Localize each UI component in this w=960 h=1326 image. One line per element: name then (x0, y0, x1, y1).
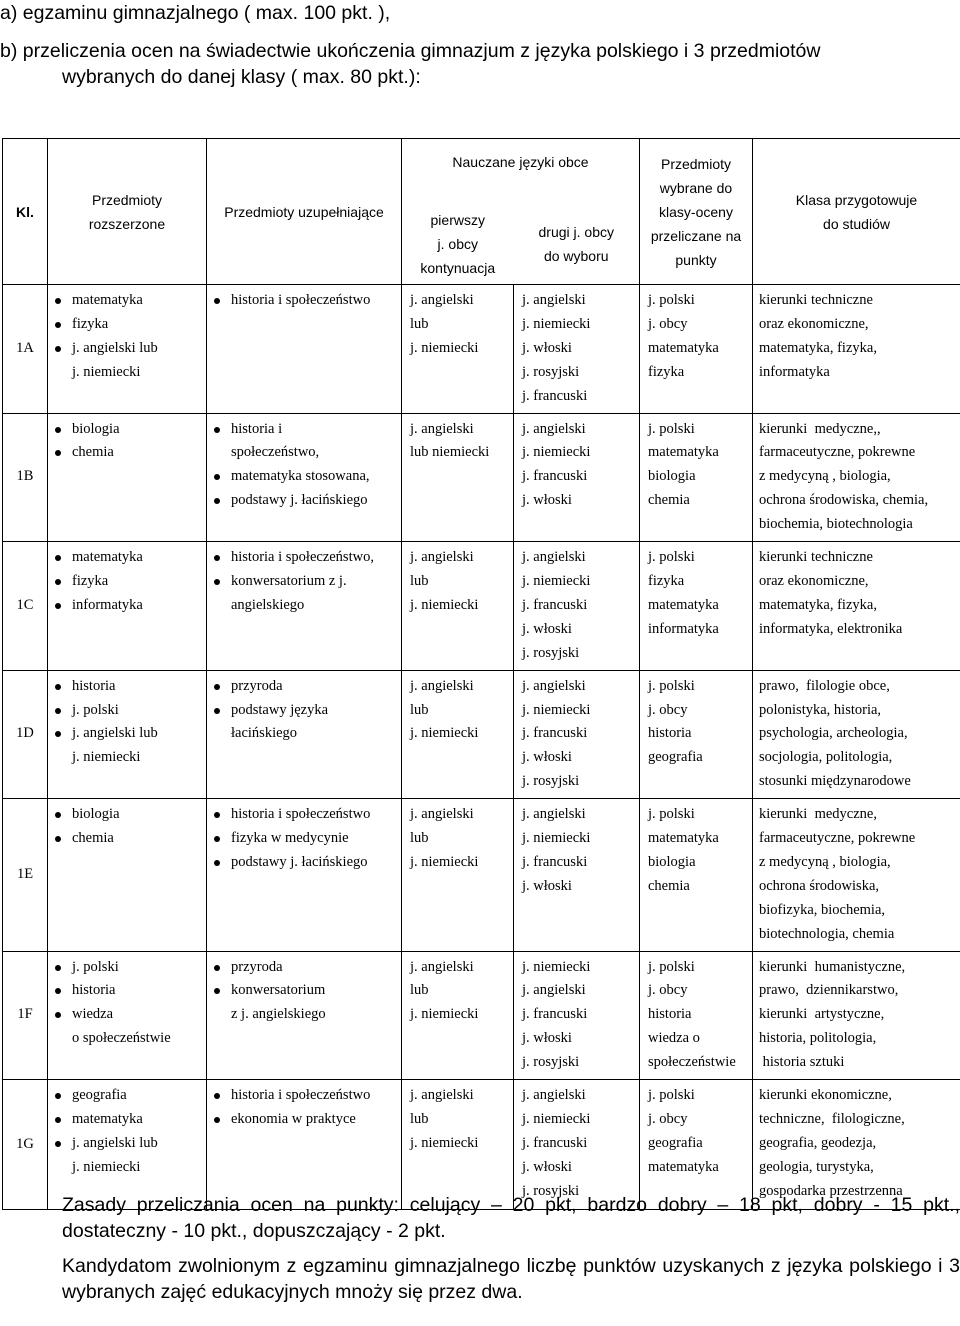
list-item: j. francuski (522, 1006, 588, 1023)
supplementary-subjects (207, 542, 402, 671)
list-item: matematyka (648, 1158, 719, 1175)
list-item: j. niemiecki (410, 1134, 479, 1151)
list-item: j. angielski (410, 958, 474, 975)
list-item: informatyka (48, 594, 206, 618)
list-item: wiedza o (648, 1030, 700, 1047)
list-item: j. rosyjski (522, 363, 580, 380)
list-item: kierunki humanistyczne, (759, 958, 906, 975)
class-code: 1D (3, 670, 48, 799)
list-item: informatyka, elektronika (759, 620, 903, 637)
list-item: matematyka (648, 830, 719, 847)
list-item: fizyka (48, 570, 206, 594)
list-item: społeczeństwie (648, 1054, 736, 1071)
second-language (514, 285, 640, 414)
list-item: fizyka w medycynie (207, 827, 401, 851)
list-item: j. francuski (522, 468, 588, 485)
list-item: biotechnologia, chemia (759, 925, 895, 942)
list-item: prawo, filologie obce, (759, 677, 890, 694)
list-item: przyroda (207, 675, 401, 699)
second-language (514, 799, 640, 951)
list-item: j. angielski (410, 292, 474, 308)
list-item: lub (410, 830, 429, 847)
second-language (514, 542, 640, 671)
list-item: j. niemiecki (522, 572, 591, 589)
study-directions (753, 951, 960, 1080)
list-item: j. włoski (522, 1158, 572, 1175)
list-item: geografia, geodezja, (759, 1134, 877, 1151)
intro-item-b: b) przeliczenia ocen na świadectwie ukończenia gimnazjum z języka polskiego i 3 przedmiotów (0, 40, 821, 62)
list-item: historia i społeczeństwo (207, 803, 401, 827)
class-code: 1F (3, 951, 48, 1080)
list-item: matematyka, fizyka, (759, 339, 877, 356)
table-row (3, 1080, 960, 1210)
supplementary-subjects (207, 285, 402, 414)
notes-exempt: Kandydatom zwolnionym z egzaminu gimnazjalnego liczbę punktów uzyskanych z języka polskiego i 3 wybranych zajęć edukacyjnych mnoży się przez dwa. (62, 1255, 960, 1303)
second-language (514, 951, 640, 1080)
list-item: j. niemiecki (410, 725, 479, 742)
list-item: j. włoski (522, 749, 572, 766)
list-item: wiedza o społeczeństwie (48, 1003, 206, 1051)
list-item: j. niemiecki (522, 1111, 591, 1127)
first-language (402, 799, 514, 951)
list-item: ekonomia w praktyce (207, 1108, 401, 1132)
list-item: j. rosyjski (522, 1054, 580, 1071)
list-item: j. polski (48, 699, 206, 723)
list-item: biofizyka, biochemia, (759, 901, 886, 918)
extended-subjects (48, 799, 207, 951)
second-language (514, 670, 640, 799)
list-item: j. niemiecki (522, 830, 591, 847)
list-item: j. angielski (522, 420, 586, 437)
list-item: j. francuski (522, 387, 588, 404)
list-item: j. polski (48, 956, 206, 980)
list-item: podstawy języka łacińskiego (207, 699, 401, 747)
scored-subjects (640, 799, 753, 951)
list-item: historia sztuki (759, 1054, 845, 1071)
list-item: informatyka (648, 620, 719, 637)
list-item: j. włoski (522, 1030, 572, 1047)
list-item: j. francuski (522, 853, 588, 870)
list-item: j. włoski (522, 620, 572, 637)
list-item: j. obcy (648, 1111, 688, 1127)
list-item: lub (410, 982, 429, 999)
list-item: biologia (48, 418, 206, 442)
header-kl: Kl. (3, 139, 48, 285)
list-item: j. włoski (522, 877, 572, 894)
list-item: historia (48, 675, 206, 699)
table-row (3, 951, 960, 1080)
list-item: kierunki techniczne (759, 292, 873, 308)
second-language (514, 413, 640, 542)
header-rozszerzone: Przedmioty rozszerzone (48, 139, 207, 285)
extended-subjects (48, 1080, 207, 1210)
list-item: biochemia, biotechnologia (759, 516, 913, 533)
scored-subjects (640, 951, 753, 1080)
list-item: oraz ekonomiczne, (759, 315, 869, 332)
extended-subjects (48, 542, 207, 671)
list-item: j. niemiecki (522, 701, 591, 718)
list-item: j. angielski (522, 1087, 586, 1104)
scored-subjects (640, 670, 753, 799)
list-item: matematyka (648, 444, 719, 461)
table-row (3, 285, 960, 414)
second-language (514, 1080, 640, 1210)
intro-item-a: a) egzaminu gimnazjalnego ( max. 100 pkt. ), (0, 2, 391, 24)
list-item: informatyka (759, 363, 830, 380)
list-item: j. niemiecki (410, 339, 479, 356)
list-item: j. polski (648, 1087, 695, 1104)
scored-subjects (640, 1080, 753, 1210)
list-item: biologia (648, 468, 696, 485)
header-klasa: Klasa przygotowuje do studiów (753, 139, 960, 285)
list-item: lub (410, 315, 429, 332)
list-item: przyroda (207, 956, 401, 980)
supplementary-subjects (207, 1080, 402, 1210)
list-item: prawo, dziennikarstwo, (759, 982, 899, 999)
list-item: historia (48, 979, 206, 1003)
first-language (402, 670, 514, 799)
list-item: j. angielski (522, 806, 586, 823)
list-item: j. polski (648, 958, 695, 975)
list-item: j. rosyjski (522, 1182, 580, 1199)
list-item: fizyka (648, 363, 685, 380)
table-row (3, 413, 960, 542)
study-directions (753, 285, 960, 414)
header-uzupelniajace: Przedmioty uzupełniające (207, 139, 402, 285)
list-item: lub (410, 701, 429, 718)
header-drugi: drugi j. obcy do wyboru (514, 185, 640, 285)
scored-subjects (640, 285, 753, 414)
intro-item-b-continued: wybranych do danej klasy ( max. 80 pkt.): (62, 66, 421, 88)
list-item: z medycyną , biologia, (759, 853, 891, 870)
list-item: j. niemiecki (410, 596, 479, 613)
class-code: 1C (3, 542, 48, 671)
list-item: lub (410, 572, 429, 589)
list-item: j. angielski (522, 982, 586, 999)
study-directions (753, 1080, 960, 1210)
study-directions (753, 670, 960, 799)
list-item: matematyka (648, 596, 719, 613)
list-item: j. polski (648, 549, 695, 566)
list-item: historia i społeczeństwo, (207, 546, 401, 570)
list-item: historia i społeczeństwo (207, 1084, 401, 1108)
list-item: j. francuski (522, 725, 588, 742)
list-item: j. włoski (522, 339, 572, 356)
list-item: j. angielski (410, 677, 474, 694)
list-item: farmaceutyczne, pokrewne (759, 830, 916, 847)
list-item: kierunki techniczne (759, 549, 873, 566)
list-item: matematyka (48, 546, 206, 570)
list-item: kierunki artystyczne, (759, 1006, 885, 1023)
list-item: geografia (648, 1134, 703, 1151)
list-item: lub niemiecki (410, 444, 490, 461)
header-jezyki: Nauczane języki obce (402, 139, 640, 185)
list-item: biologia (48, 803, 206, 827)
list-item: j. polski (648, 677, 695, 694)
list-item: j. polski (648, 420, 695, 437)
list-item: j. angielski lub j. niemiecki (48, 1132, 206, 1180)
supplementary-subjects (207, 413, 402, 542)
list-item: psychologia, archeologia, (759, 725, 908, 742)
list-item: j. francuski (522, 596, 588, 613)
list-item: stosunki międzynarodowe (759, 773, 911, 790)
supplementary-subjects (207, 799, 402, 951)
extended-subjects (48, 413, 207, 542)
table-row (3, 799, 960, 951)
list-item: j. angielski lub j. niemiecki (48, 722, 206, 770)
extended-subjects (48, 670, 207, 799)
list-item: j. angielski (410, 806, 474, 823)
list-item: j. angielski (410, 549, 474, 566)
list-item: polonistyka, historia, (759, 701, 882, 718)
list-item: j. niemiecki (410, 1006, 479, 1023)
list-item: ochrona środowiska, chemia, (759, 492, 929, 509)
list-item: j. polski (648, 292, 695, 308)
list-item: historia i społeczeństwo (207, 289, 401, 313)
list-item: techniczne, filologiczne, (759, 1111, 905, 1127)
list-item: kierunki medyczne, (759, 806, 877, 823)
list-item: biologia (648, 853, 696, 870)
list-item: socjologia, politologia, (759, 749, 893, 766)
list-item: j. obcy (648, 701, 688, 718)
list-item: j. niemiecki (522, 958, 591, 975)
list-item: chemia (48, 827, 206, 851)
list-item: matematyka stosowana, (207, 465, 401, 489)
list-item: matematyka, fizyka, (759, 596, 877, 613)
list-item: matematyka (48, 289, 206, 313)
extended-subjects (48, 285, 207, 414)
list-item: j. włoski (522, 492, 572, 509)
list-item: j. polski (648, 806, 695, 823)
notes (62, 1193, 960, 1305)
list-item: j. rosyjski (522, 773, 580, 790)
list-item: j. angielski (522, 292, 586, 308)
list-item: matematyka (48, 1108, 206, 1132)
list-item: farmaceutyczne, pokrewne (759, 444, 916, 461)
list-item: chemia (648, 877, 690, 894)
list-item: j. niemiecki (522, 315, 591, 332)
notes-scoring: Zasady przeliczania ocen na punkty: celujący – 20 pkt, bardzo dobry – 18 pkt, dobry - 15 pkt., dostateczny - 10 pkt., dopuszczający - 2 pkt. (62, 1194, 960, 1242)
study-directions (753, 799, 960, 951)
list-item: historia, politologia, (759, 1030, 877, 1047)
list-item: kierunki ekonomiczne, (759, 1087, 892, 1104)
extended-subjects (48, 951, 207, 1080)
study-directions (753, 413, 960, 542)
list-item: matematyka (648, 339, 719, 356)
list-item: kierunki medyczne,, (759, 420, 881, 437)
class-code: 1A (3, 285, 48, 414)
class-code: 1G (3, 1080, 48, 1210)
list-item: j. angielski (410, 420, 474, 437)
list-item: geografia (648, 749, 703, 766)
list-item: j. rosyjski (522, 644, 580, 661)
list-item: j. niemiecki (410, 853, 479, 870)
table-row (3, 542, 960, 671)
list-item: ochrona środowiska, (759, 877, 880, 894)
first-language (402, 413, 514, 542)
list-item: j. angielski (522, 677, 586, 694)
list-item: j. niemiecki (522, 444, 591, 461)
list-item: j. obcy (648, 315, 688, 332)
list-item: j. francuski (522, 1134, 588, 1151)
list-item: j. angielski (522, 549, 586, 566)
scored-subjects (640, 413, 753, 542)
list-item: lub (410, 1111, 429, 1127)
list-item: podstawy j. łacińskiego (207, 851, 401, 875)
header-wybrane: Przedmioty wybrane do klasy-oceny przeliczane na punkty (640, 139, 753, 285)
list-item: konwersatorium z j. angielskiego (207, 570, 401, 618)
list-item: geologia, turystyka, (759, 1158, 874, 1175)
list-item: historia (648, 1006, 692, 1023)
list-item: geografia (48, 1084, 206, 1108)
list-item: chemia (648, 492, 690, 509)
class-code: 1E (3, 799, 48, 951)
class-profile-table (2, 138, 960, 1210)
list-item: fizyka (648, 572, 685, 589)
list-item: z medycyną , biologia, (759, 468, 891, 485)
header-pierwszy: pierwszy j. obcy kontynuacja (402, 185, 514, 285)
list-item: j. angielski lub j. niemiecki (48, 337, 206, 385)
supplementary-subjects (207, 951, 402, 1080)
first-language (402, 542, 514, 671)
table-row (3, 670, 960, 799)
first-language (402, 951, 514, 1080)
list-item: j. angielski (410, 1087, 474, 1104)
list-item: konwersatorium z j. angielskiego (207, 979, 401, 1027)
list-item: j. obcy (648, 982, 688, 999)
first-language (402, 1080, 514, 1210)
class-code: 1B (3, 413, 48, 542)
list-item: chemia (48, 441, 206, 465)
scored-subjects (640, 542, 753, 671)
list-item: historia (648, 725, 692, 742)
first-language (402, 285, 514, 414)
list-item: oraz ekonomiczne, (759, 572, 869, 589)
list-item: historia i społeczeństwo, (207, 418, 401, 466)
study-directions (753, 542, 960, 671)
list-item: gospodarka przestrzenna (759, 1182, 903, 1199)
supplementary-subjects (207, 670, 402, 799)
list-item: fizyka (48, 313, 206, 337)
list-item: podstawy j. łacińskiego (207, 489, 401, 513)
